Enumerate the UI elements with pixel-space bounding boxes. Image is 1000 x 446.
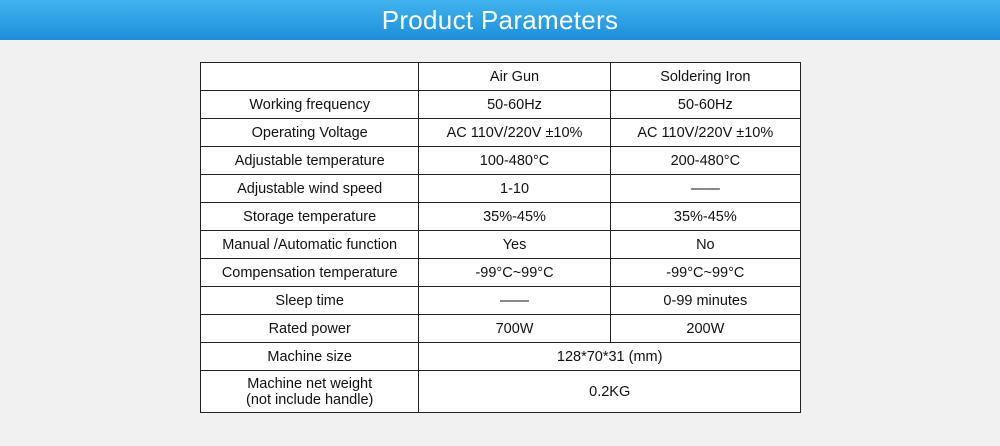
table-row-rated-power (201, 315, 801, 343)
row-label: Rated power (201, 315, 419, 343)
table-header-row (201, 63, 801, 91)
row-label: Adjustable wind speed (201, 175, 419, 203)
machine-size-value: 128*70*31 (mm) (419, 343, 801, 371)
row-label: Machine size (201, 343, 419, 371)
row-label: Adjustable temperature (201, 147, 419, 175)
table-row-compensation-temperature (201, 259, 801, 287)
air-gun-value: Yes (419, 231, 610, 259)
table-row-operating-voltage (201, 119, 801, 147)
table-row-working-frequency (201, 91, 801, 119)
soldering-iron-value: —— (610, 175, 800, 203)
header-banner (0, 0, 1000, 40)
net-weight-label-line1: Machine net weight (247, 375, 373, 392)
table-row-storage-temperature (201, 203, 801, 231)
soldering-iron-value: 35%-45% (610, 203, 800, 231)
table-row-manual-automatic-function (201, 231, 801, 259)
page-title: Product Parameters (381, 4, 619, 35)
table-row-adjustable-temperature (201, 147, 801, 175)
soldering-iron-value: 0-99 minutes (610, 287, 800, 315)
soldering-iron-value: -99°C~99°C (610, 259, 800, 287)
air-gun-value: 35%-45% (419, 203, 610, 231)
row-label (201, 371, 419, 413)
soldering-iron-value: No (610, 231, 800, 259)
soldering-iron-value: AC 110V/220V ±10% (610, 119, 800, 147)
row-label: Storage temperature (201, 203, 419, 231)
air-gun-value: 1-10 (419, 175, 610, 203)
header-cell-soldering-iron: Soldering Iron (610, 63, 800, 91)
header-cell-empty (201, 63, 419, 91)
row-label: Manual /Automatic function (201, 231, 419, 259)
air-gun-value: 100-480°C (419, 147, 610, 175)
table-row-machine-size (201, 343, 801, 371)
row-label: Sleep time (201, 287, 419, 315)
table-row-sleep-time (201, 287, 801, 315)
air-gun-value: —— (419, 287, 610, 315)
soldering-iron-value: 200-480°C (610, 147, 800, 175)
air-gun-value: 700W (419, 315, 610, 343)
air-gun-value: AC 110V/220V ±10% (419, 119, 610, 147)
soldering-iron-value: 50-60Hz (610, 91, 800, 119)
row-label: Compensation temperature (201, 259, 419, 287)
soldering-iron-value: 200W (610, 315, 800, 343)
row-label: Operating Voltage (201, 119, 419, 147)
air-gun-value: -99°C~99°C (419, 259, 610, 287)
table-row-adjustable-wind-speed (201, 175, 801, 203)
net-weight-label-line2: (not include handle) (245, 391, 374, 408)
air-gun-value: 50-60Hz (419, 91, 610, 119)
row-label: Working frequency (201, 91, 419, 119)
product-parameters-table (200, 62, 801, 413)
net-weight-value: 0.2KG (419, 371, 801, 413)
header-cell-air-gun: Air Gun (419, 63, 610, 91)
table-row-machine-net-weight (201, 371, 801, 413)
